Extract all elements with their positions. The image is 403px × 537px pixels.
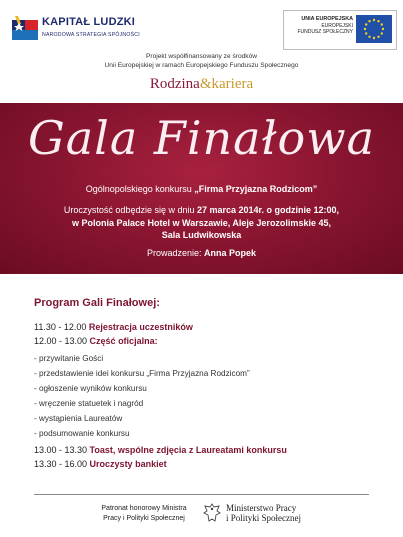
agenda-item: - ogłoszenie wyników konkursu [34, 384, 147, 393]
when-prefix: Uroczystość odbędzie się w dniu [63, 205, 197, 215]
host-line [0, 247, 403, 260]
kapital-ludzki-logo [12, 14, 152, 46]
program-title: Program Gali Finałowej: [34, 297, 160, 309]
program-row-banquet [34, 459, 167, 469]
agenda-item: - wręczenie statuetek i nagród [34, 399, 144, 408]
contest-line [0, 183, 403, 196]
row-label: Rejestracja uczestników [88, 322, 193, 332]
program-row-official [34, 336, 158, 346]
kapital-ludzki-title: KAPITAŁ LUDZKI [42, 16, 136, 28]
eu-line-1: UNIA EUROPEJSKA [301, 16, 353, 22]
project-line-1: Projekt współfinansowany ze środków [145, 53, 258, 60]
eu-line-3: FUNDUSZ SPOŁECZNY [297, 29, 353, 36]
row-label: Uroczysty bankiet [89, 459, 167, 469]
where-text: w Polonia Palace Hotel w Warszawie, Aleje Jerozolimskie 45, [72, 217, 331, 228]
hall-line [0, 229, 403, 242]
kapital-ludzki-emblem-icon [12, 14, 38, 44]
gala-banner [0, 103, 403, 274]
agenda-item: - podsumowanie konkursu [34, 429, 130, 438]
contest-name: „Firma Przyjazna Rodzicom” [194, 184, 318, 194]
row-label: Toast, wspólne zdjęcia z Laureatami konkursu [89, 445, 287, 455]
eu-logo-box [283, 10, 397, 50]
project-line-2: Unii Europejskiej w ramach Europejskiego Funduszu Społecznego [104, 62, 299, 69]
contest-prefix: Ogólnopolskiego konkursu [85, 184, 195, 194]
ministry-line-2: i Polityki Społecznej [226, 513, 301, 523]
agenda-item: - przedstawienie idei konkursu „Firma Przyjazna Rodzicom” [34, 369, 250, 378]
project-funding-note [0, 52, 403, 70]
eu-flag-icon [356, 15, 392, 43]
ministry-line-1: Ministerstwo Pracy [226, 503, 297, 513]
patronage-line-1: Patronat honorowy Ministra [101, 505, 187, 512]
agenda-item: - przywitanie Gości [34, 354, 104, 363]
program-row-registration [34, 322, 193, 332]
eu-line-2: EUROPEJSKI [321, 22, 353, 29]
program-row-toast [34, 445, 287, 455]
row-label: Część oficjalna: [89, 336, 158, 346]
hall-text: Sala Ludwikowska [161, 230, 242, 241]
gala-title: Gala Finałowa [27, 111, 376, 165]
footer-divider [34, 494, 369, 495]
brand-ampersand: & [199, 76, 212, 92]
patronage-line-2: Pracy i Polityki Społecznej [103, 514, 185, 522]
agenda-item: - wystąpienia Laureatów [34, 414, 123, 423]
row-time: 13.00 - 13.30 [34, 445, 90, 455]
brand-part-1: Rodzina [149, 76, 200, 92]
honorary-patronage [92, 504, 196, 523]
brand-part-2: kariera [211, 76, 254, 92]
where-line [0, 217, 403, 230]
host-name: Anna Popek [204, 248, 257, 258]
polish-eagle-icon [203, 502, 221, 524]
row-time: 11.30 - 12.00 [34, 322, 89, 332]
host-label: Prowadzenie: [146, 248, 205, 258]
rodzina-kariera-logo [0, 76, 403, 93]
when-line [0, 204, 403, 217]
ministry-logo-text [226, 503, 301, 523]
when-date: 27 marca 2014r. o godzinie 12:00, [196, 205, 340, 215]
eu-logo-text [287, 16, 353, 36]
row-time: 13.30 - 16.00 [34, 459, 90, 469]
row-time: 12.00 - 13.00 [34, 336, 90, 346]
kapital-ludzki-subtitle: NARODOWA STRATEGIA SPÓJNOŚCI [42, 32, 140, 38]
